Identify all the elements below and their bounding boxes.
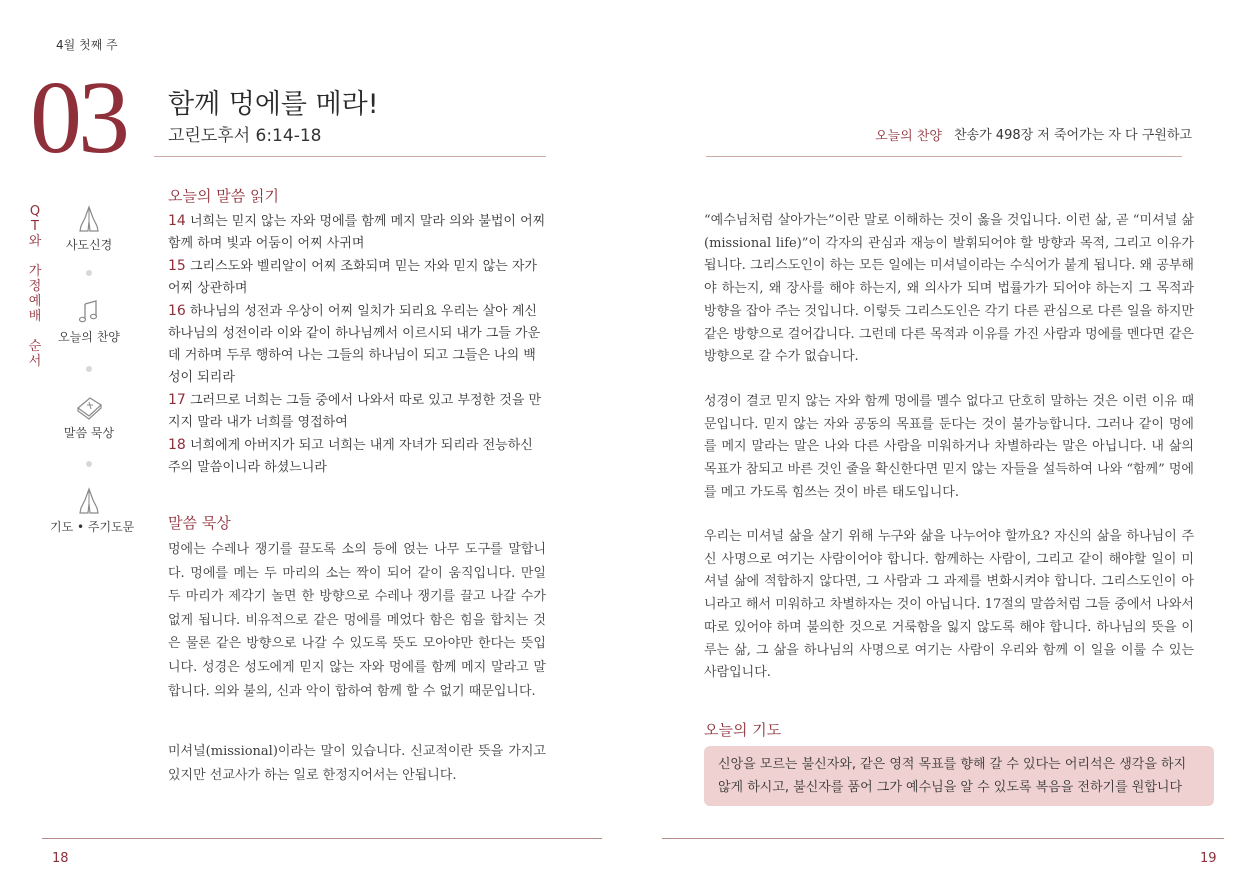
step-label: 말씀 묵상 (63, 426, 115, 440)
footer-rule (42, 838, 602, 839)
footer-rule (662, 838, 1224, 839)
verse (168, 300, 546, 389)
vertical-char: 순 (28, 339, 42, 354)
vertical-char: Q (29, 204, 41, 219)
step-meditation (50, 392, 128, 441)
hymn-divider (706, 156, 1182, 157)
scripture-reading (168, 210, 546, 479)
vertical-char: 배 (28, 309, 42, 324)
title-divider (154, 156, 546, 157)
verse (168, 434, 546, 479)
vertical-char (28, 249, 42, 264)
vertical-char: 서 (28, 354, 42, 369)
reading-heading: 오늘의 말씀 읽기 (168, 187, 279, 205)
verse-number: 15 (168, 258, 186, 274)
step-label: 사도신경 (65, 238, 113, 252)
vertical-char (28, 324, 42, 339)
scripture-reference: 고린도후서 6:14-18 (168, 126, 322, 146)
bible-icon (74, 392, 104, 422)
body-paragraph: 성경이 결코 믿지 않는 자와 함께 멍에를 멜수 없다고 단호히 말하는 것은 이런 이유 때문입니다. 믿지 않는 자와 공동의 목표를 둔다는 것이 불가능합니다. 그러나 같이 멍에를 메지 말라는 말은 나와 다른 사람을 미워하거나 차별하라는 말은 아닙니다. 내 삶의 목표가 참되고 바른 것인 줄을 확신한다면 믿지 않는 자들을 설득하여 나와 “함께” 멍에를 메고 가도록 힘쓰는 것이 바른 태도입니다. (704, 394, 1194, 500)
verse (168, 389, 546, 434)
step-todays-hymn (50, 296, 128, 345)
vertical-char: 가 (28, 264, 42, 279)
step-label: 오늘의 찬양 (58, 330, 120, 344)
step-separator-dot (86, 270, 92, 276)
page-title: 함께 멍에를 메라! (168, 89, 379, 120)
verse (168, 255, 546, 300)
hymn-text: 찬송가 498장 저 죽어가는 자 다 구원하고 (954, 128, 1192, 143)
step-apostles-creed (50, 204, 128, 253)
verse-text: 너희는 믿지 않는 자와 멍에를 함께 메지 말라 의와 불법이 어찌 함께 하며 빛과 어둠이 어찌 사귀며 (168, 214, 546, 251)
step-label: 기도 • 주기도문 (50, 520, 135, 534)
verse-text: 그리스도와 벨리알이 어찌 조화되며 믿는 자와 믿지 않는 자가 어찌 상관하며 (168, 259, 537, 296)
hymn-label: 오늘의 찬양 (875, 129, 942, 144)
verse-number: 17 (168, 392, 186, 408)
meditation-heading: 말씀 묵상 (168, 514, 231, 532)
meditation-paragraph: 멍에는 수레나 쟁기를 끌도록 소의 등에 얹는 나무 도구를 말합니다. 멍에를 메는 두 마리의 소는 짝이 되어 같이 움직입니다. 만일 두 마리가 제각기 놀면 한 방향으로 수레나 쟁기를 끌고 나갈 수가 없게 됩니다. 비유적으로 같은 멍에를 메었다 함은 힘을 합치는 것은 물론 같은 방향으로 나갈 수 있도록 뜻도 모아야만 한다는 뜻입니다. 성경은 성도에게 믿지 않는 자와 멍에를 함께 메지 말라고 말합니다. 의와 불의, 신과 악이 합하여 함께 할 수 없기 때문입니다. (168, 542, 546, 699)
meditation-paragraph: 미셔널(missional)이라는 말이 있습니다. 신교적이란 뜻을 가지고 있지만 선교사가 하는 일로 한정지어서는 안됩니다. (168, 744, 546, 783)
praying-hands-icon (74, 486, 104, 516)
vertical-char: 예 (28, 294, 42, 309)
vertical-label (28, 204, 42, 369)
verse-number: 18 (168, 437, 186, 453)
vertical-char: 정 (28, 279, 42, 294)
step-prayer (50, 486, 135, 535)
music-note-icon (74, 296, 104, 326)
step-separator-dot (86, 461, 92, 467)
step-separator-dot (86, 366, 92, 372)
vertical-char: 와 (28, 234, 42, 249)
verse-text: 그러므로 너희는 그들 중에서 나와서 따로 있고 부정한 것을 만지지 말라 내가 너희를 영접하여 (168, 393, 542, 430)
body-paragraph: “예수님처럼 살아가는”이란 말로 이해하는 것이 옳을 것입니다. 이런 삶, 곧 “미셔널 삶(missional life)”이 각자의 관심과 재능이 발휘되어야 할 방향과 목적, 그리고 이유가 됩니다. 그리스도인이 하는 모든 일에는 미셔널이라는 수식어가 붙게 됩니다. 왜 공부해야 하는지, 왜 장사를 해야 하는지, 왜 의사가 되며 법률가가 되어야 하는지 그 목적과 방향을 잡아 주는 것입니다. 이렇듯 그리스도인은 각기 다른 관심으로 다른 일을 하지만 같은 방향으로 걸어갑니다. 그런데 다른 목적과 이유를 가진 사람과 멍에를 멘다면 같은 방향으로 갈 수가 없습니다. (704, 213, 1194, 365)
week-label: 4월 첫째 주 (56, 38, 118, 52)
prayer-heading: 오늘의 기도 (704, 721, 782, 739)
verse-number: 16 (168, 303, 186, 319)
praying-hands-icon (74, 204, 104, 234)
prayer-box (704, 746, 1214, 806)
verse-text: 너희에게 아버지가 되고 너희는 내게 자녀가 되리라 전능하신 주의 말씀이니라 하셨느니라 (168, 438, 533, 475)
vertical-char: T (31, 219, 39, 234)
verse-number: 14 (168, 213, 186, 229)
verse (168, 210, 546, 255)
verse-text: 하나님의 성전과 우상이 어찌 일치가 되리요 우리는 살아 계신 하나님의 성전이라 이와 같이 하나님께서 이르시되 내가 그들 가운데 거하며 두루 행하여 나는 그들의 하나님이 되고 그들은 나의 백성이 되리라 (168, 304, 541, 385)
day-number: 03 (30, 60, 126, 175)
body-paragraph: 우리는 미셔널 삶을 살기 위해 누구와 삶을 나누어야 할까요? 자신의 삶을 하나님이 주신 사명으로 여기는 사람이어야 합니다. 함께하는 사람이, 그리고 같이 해야할 일이 미셔널 삶에 적합하지 않다면, 그 사람과 그 과제를 변화시켜야 합니다. 그리스도인이 아니라고 해서 미워하고 차별하자는 것이 아닙니다. 17절의 말씀처럼 그들 중에서 나와서 따로 있어야 하며 불의한 것으로 거룩함을 잃지 않도록 해야 합니다. 하나님의 뜻을 이루는 삶, 그 삶을 하나님의 사명으로 여기는 사람이 우리와 함께 이 일을 이룰 수 있는 사람입니다. (704, 529, 1194, 681)
page-number-left: 18 (52, 851, 69, 866)
page-number-right: 19 (1200, 851, 1217, 866)
prayer-text: 신앙을 모르는 불신자와, 같은 영적 목표를 향해 갈 수 있다는 어리석은 생각을 하지 않게 하시고, 불신자를 품어 그가 예수님을 알 수 있도록 복음을 전하기를 원합니다 (718, 757, 1187, 795)
